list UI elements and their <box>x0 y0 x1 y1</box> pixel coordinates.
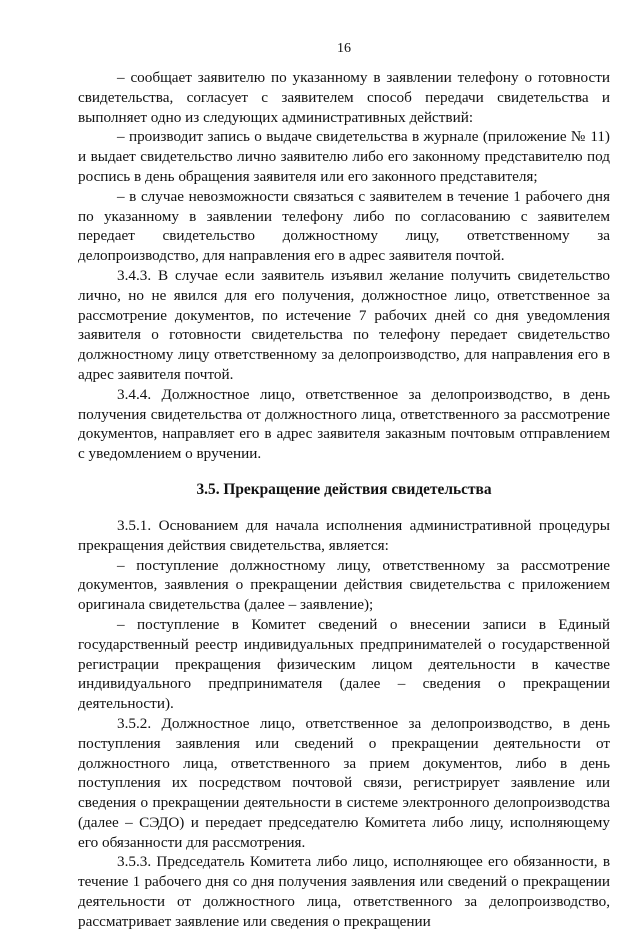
paragraph-application-receipt: – поступление должностному лицу, ответственному за рассмотрение документов, заявления о прекращении действия свидетельства с приложением оригинала свидетельства (далее – заявление); <box>78 556 610 614</box>
page-number: 16 <box>337 41 351 56</box>
paragraph-3-5-2: 3.5.2. Должностное лицо, ответственное за делопроизводство, в день поступления заявления или сведений о прекращении деятельности от должностного лица, ответственного за прием документов, либо в день поступления их посредством почтовой связи, регистрирует заявление или сведения о прекращении деятельности в системе электронного делопроизводства (далее – СЭДО) и передает председателю Комитета либо лицу, исполняющему его обязанности для рассмотрения. <box>78 714 610 851</box>
paragraph-3-5-3: 3.5.3. Председатель Комитета либо лицо, исполняющее его обязанности, в течение 1 рабочего дня со дня получения заявления или сведений о прекращении деятельности от должностного лица, ответственного за делопроизводство, рассматривает заявление или сведения о прекращении <box>78 853 610 930</box>
paragraph-send-by-mail: – в случае невозможности связаться с заявителем в течение 1 рабочего дня по указанному в заявлении телефону либо по согласованию с заявителем передает свидетельство должностному лицу, ответственному за делопроизводство, для направления его в адрес заявителя почтой. <box>78 187 610 265</box>
paragraph-notify-applicant: – сообщает заявителю по указанному в заявлении телефону о готовности свидетельства, согласует с заявителем способ передачи свидетельства и выполняет одно из следующих административных действий: <box>78 69 610 126</box>
paragraph-3-4-3: 3.4.3. В случае если заявитель изъявил желание получить свидетельство лично, но не явился для его получения, должностное лицо, ответственное за рассмотрение документов, по истечение 7 рабочих дней со дня уведомления заявителя о готовности свидетельства по телефону передает свидетельство должностному лицу ответственному за делопроизводство, для направления его в адрес заявителя почтой. <box>78 266 610 383</box>
paragraph-registry-receipt: – поступление в Комитет сведений о внесении записи в Единый государственный реестр индивидуальных предпринимателей о государственной регистрации прекращения физическим лицом деятельности в качестве индивидуального предпринимателя (далее – сведения о прекращении деятельности). <box>78 615 610 713</box>
paragraph-3-4-4: 3.4.4. Должностное лицо, ответственное за делопроизводство, в день получения свидетельства от должностного лица, ответственного за рассмотрение документов, направляет его в адрес заявителя заказным почтовым отправлением с уведомлением о вручении. <box>78 385 610 463</box>
section-title: 3.5. Прекращение действия свидетельства <box>196 480 492 498</box>
paragraph-3-5-1: 3.5.1. Основанием для начала исполнения административной процедуры прекращения действия свидетельства, является: <box>78 516 610 554</box>
paragraph-issue-in-person: – производит запись о выдаче свидетельства в журнале (приложение № 11) и выдает свидетельство лично заявителю либо его законному представителю под роспись в день обращения заявителя или его законного представителя; <box>78 128 610 185</box>
